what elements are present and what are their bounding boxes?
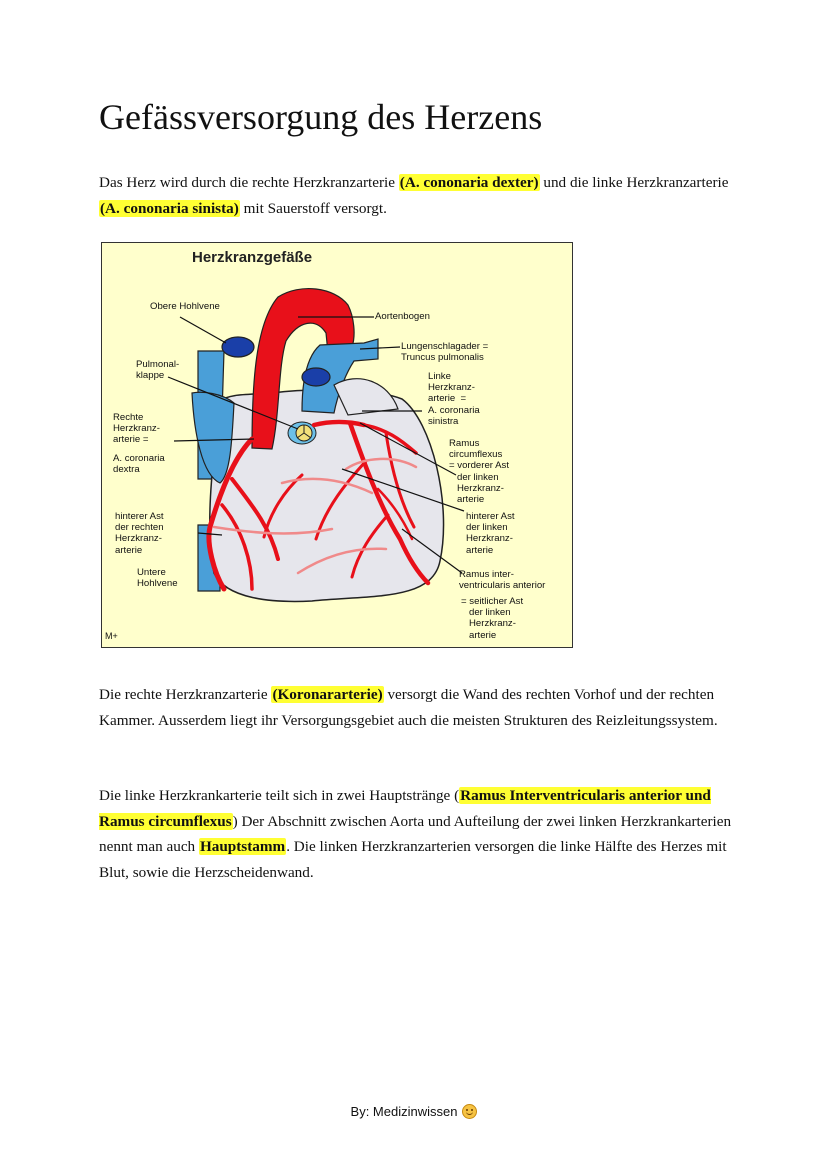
p3-text-2: ) Der Abschnitt zwischen Aorta und Aufteilung der zwei linken Herzkrankarterien nennt man auch xyxy=(99,812,732,855)
label-seitlicher-ast: = seitlicher Ast der linken Herzkranz- arterie xyxy=(461,596,524,641)
label-obere-hohlvene: Obere Hohlvene xyxy=(150,301,220,312)
heart-diagram xyxy=(101,242,573,648)
page-title: Gefässversorgung des Herzens xyxy=(99,97,543,137)
figure-corner-mark: M+ xyxy=(105,631,118,641)
superior-vena-cava-opening xyxy=(222,337,254,357)
intro-text-2: und die linke Herzkranzarterie xyxy=(539,174,729,191)
label-hinterer-ast-links: hinterer Ast der linken Herzkranz- arterie xyxy=(466,511,515,556)
p2-text-2: versorgt die Wand des rechten Vorhof und der rechten Kammer. Ausserdem liegt ihr Versorgungsgebiet auch die meisten Strukturen des Reizleitungssystem. xyxy=(99,686,718,729)
label-linke-herzkranzarterie: Linke Herzkranz- arterie = A. coronaria sinistra xyxy=(428,371,480,427)
smiley-icon xyxy=(462,1104,477,1119)
label-untere-hohlvene: Untere Hohlvene xyxy=(137,567,178,590)
p3-text-1: Die linke Herzkrankarterie teilt sich in zwei Hauptstränge ( xyxy=(99,787,460,804)
p3-text-3: . Die linken Herzkranzarterien versorgen die linke Hälfte des Herzes mit Blut, sowie die Herzscheidenwand. xyxy=(99,838,727,881)
pulmonary-trunk-opening xyxy=(302,368,330,386)
highlight-dexter: (A. cononaria dexter) xyxy=(399,174,539,191)
figure-title: Herzkranzgefäße xyxy=(192,249,313,266)
label-ramus-interventricularis: Ramus inter- ventricularis anterior xyxy=(459,569,546,592)
right-coronary-paragraph xyxy=(99,682,739,733)
intro-paragraph xyxy=(99,170,739,221)
label-hinterer-ast-rechts: hinterer Ast der rechten Herzkranz- arterie xyxy=(115,511,164,556)
label-aortenbogen: Aortenbogen xyxy=(375,311,430,322)
label-pulmonalklappe: Pulmonal- klappe xyxy=(136,359,180,382)
highlight-hauptstamm: Hauptstamm xyxy=(199,838,286,855)
highlight-koronararterie: (Koronararterie) xyxy=(272,686,383,703)
highlight-ramus: Ramus Interventricularis anterior und Ramus circumflexus xyxy=(99,787,711,830)
highlight-sinista: (A. cononaria sinista) xyxy=(100,199,239,217)
left-coronary-paragraph xyxy=(99,783,739,885)
label-lungenschlagader: Lungenschlagader = Truncus pulmonalis xyxy=(401,341,489,364)
label-a-coronaria-dextra: A. coronaria dextra xyxy=(113,453,165,476)
footer-text: By: Medizinwissen xyxy=(350,1104,458,1119)
intro-text-1: Das Herz wird durch die rechte Herzkranzarterie xyxy=(99,174,399,191)
intro-text-3: mit Sauerstoff versorgt. xyxy=(239,199,387,217)
p2-text-1: Die rechte Herzkranzarterie xyxy=(99,686,272,703)
page-footer xyxy=(0,1104,828,1119)
label-rechte-herzkranzarterie: Rechte Herzkranz- arterie = xyxy=(113,412,160,446)
label-ramus-circumflexus: Ramus circumflexus = vorderer Ast der linken Herzkranz- arterie xyxy=(449,438,509,506)
